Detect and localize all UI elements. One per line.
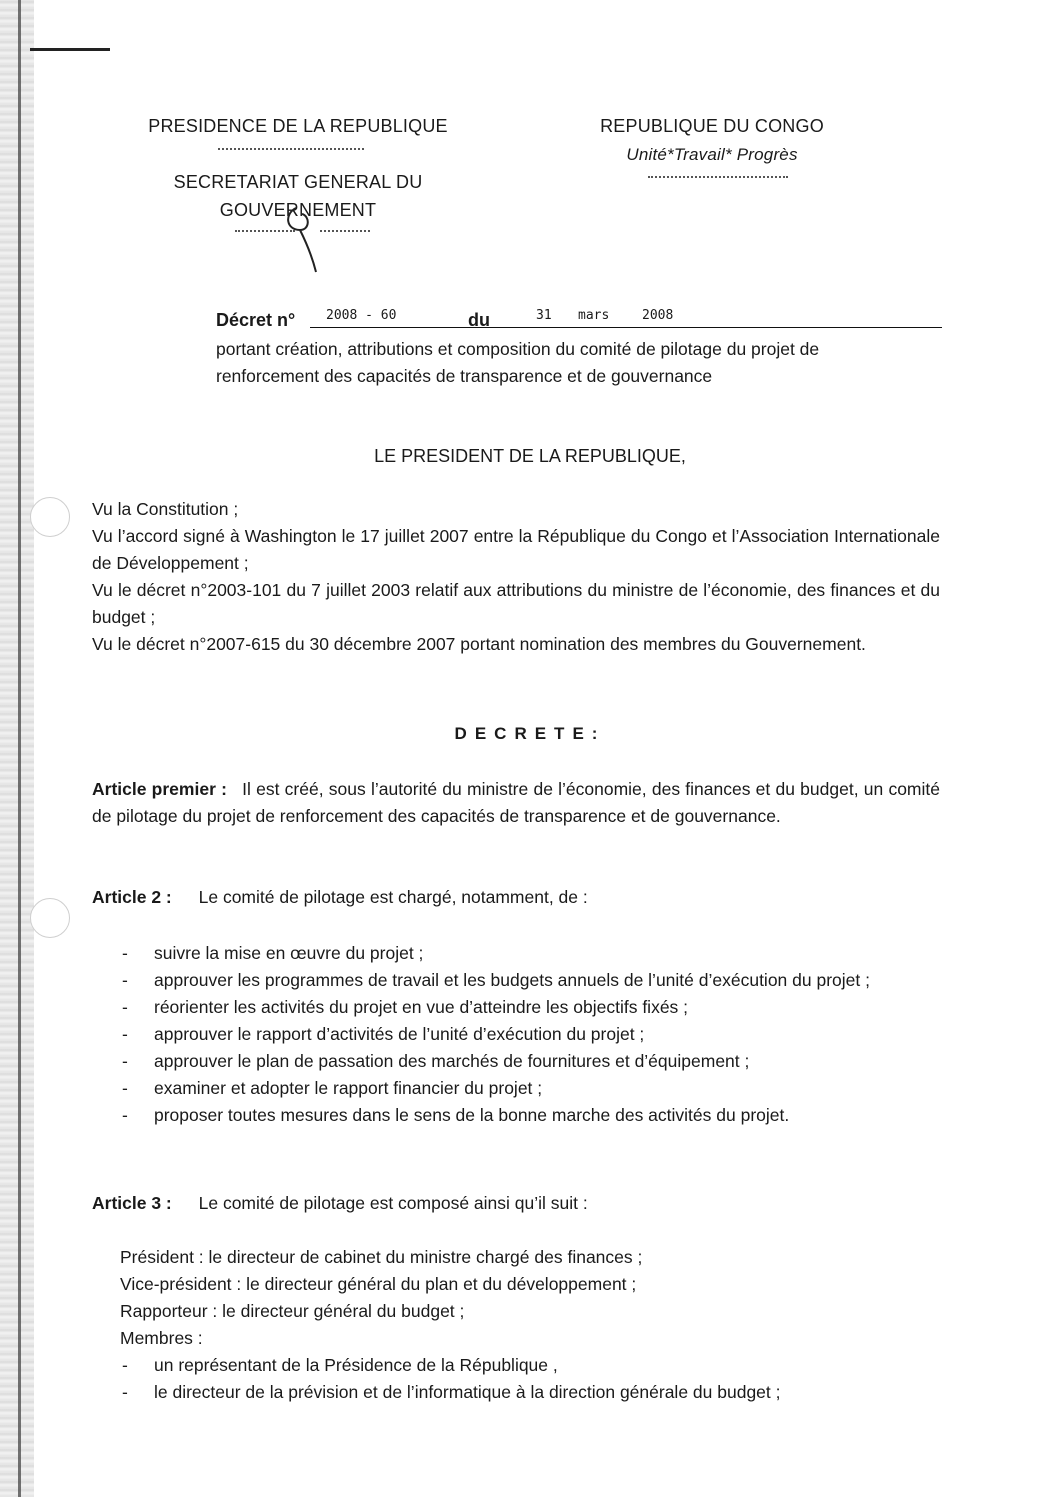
decree-underline xyxy=(310,327,942,328)
article-1-label: Article premier : xyxy=(92,779,227,799)
member-item: - un représentant de la Présidence de la République , xyxy=(122,1352,940,1379)
scan-top-mark xyxy=(30,48,110,51)
list-item: - approuver les programmes de travail et les budgets annuels de l’unité d’exécution du projet ; xyxy=(122,967,940,994)
article-3-members xyxy=(122,1352,940,1406)
list-item: - approuver le plan de passation des marchés de fournitures et d’équipement ; xyxy=(122,1048,940,1075)
article-2-heading xyxy=(92,884,940,911)
decree-subject-line: renforcement des capacités de transparence et de gouvernance xyxy=(216,366,713,386)
list-item: - proposer toutes mesures dans le sens de la bonne marche des activités du projet. xyxy=(122,1102,940,1129)
visa-item: Vu la Constitution ; xyxy=(92,499,239,519)
header-separator xyxy=(218,148,364,150)
decree-label: Décret n° xyxy=(216,310,296,330)
article-1-text: Il est créé, sous l’autorité du ministre de l’économie, des finances et du budget, un comité de pilotage du projet de renforcement des capacités de transparence et de gouvernance. xyxy=(92,779,940,826)
composition-role: Président : le directeur de cabinet du ministre chargé des finances ; xyxy=(120,1247,643,1267)
composition-role: Rapporteur : le directeur général du budget ; xyxy=(120,1301,465,1321)
list-item: - approuver le rapport d’activités de l’unité d’exécution du projet ; xyxy=(122,1021,940,1048)
article-3-heading xyxy=(92,1190,940,1217)
article-2-intro: Le comité de pilotage est chargé, notamment, de : xyxy=(198,887,588,907)
list-item: - examiner et adopter le rapport financier du projet ; xyxy=(122,1075,940,1102)
article-2-label: Article 2 : xyxy=(92,887,172,907)
visa-item: Vu le décret n°2003-101 du 7 juillet 2003 relatif aux attributions du ministre de l’économie, des finances et du budget ; xyxy=(92,580,940,627)
list-item: - suivre la mise en œuvre du projet ; xyxy=(122,940,940,967)
visas-block xyxy=(92,496,940,658)
visa-item: Vu l’accord signé à Washington le 17 juillet 2007 entre la République du Congo et l’Association Internationale de Développement ; xyxy=(92,526,940,573)
list-item: - réorienter les activités du projet en vue d’atteindre les objectifs fixés ; xyxy=(122,994,940,1021)
decree-year: 2008 xyxy=(642,308,674,323)
punch-hole xyxy=(30,898,70,938)
article-3-roles xyxy=(120,1244,940,1352)
decree-du-label: du xyxy=(468,310,490,330)
article-3-label: Article 3 : xyxy=(92,1193,172,1213)
scan-binding-line xyxy=(18,0,21,1497)
decree-month: mars xyxy=(578,308,610,323)
decree-day: 31 xyxy=(536,308,552,323)
decree-number: 2008 - 60 xyxy=(326,308,397,323)
header-presidence: PRESIDENCE DE LA REPUBLIQUE xyxy=(148,116,448,136)
handwritten-initial-mark xyxy=(276,196,336,276)
article-1 xyxy=(92,776,940,830)
president-title: LE PRESIDENT DE LA REPUBLIQUE, xyxy=(374,446,686,466)
article-2-list xyxy=(122,940,940,1129)
header-republique: REPUBLIQUE DU CONGO xyxy=(600,116,824,136)
header-secretariat: SECRETARIAT GENERAL DU xyxy=(173,172,423,192)
composition-role: Vice-président : le directeur général du plan et du développement ; xyxy=(120,1274,637,1294)
decree-reference xyxy=(216,306,942,336)
visa-item: Vu le décret n°2007-615 du 30 décembre 2007 portant nomination des membres du Gouvernement. xyxy=(92,634,866,654)
scan-binding-edge xyxy=(0,0,34,1497)
decree-subject xyxy=(216,336,942,390)
punch-hole xyxy=(30,497,70,537)
header-motto: Unité*Travail* Progrès xyxy=(626,145,798,164)
composition-role: Membres : xyxy=(120,1328,203,1348)
member-item: - le directeur de la prévision et de l’informatique à la direction générale du budget ; xyxy=(122,1379,940,1406)
header-gouvernement: GOUVERNEMENT xyxy=(219,200,377,220)
article-3-intro: Le comité de pilotage est composé ainsi qu’il suit : xyxy=(198,1193,588,1213)
decree-subject-line: portant création, attributions et composition du comité de pilotage du projet de xyxy=(216,339,820,359)
header-separator xyxy=(648,176,788,178)
decrete-title: DECRETE: xyxy=(454,724,606,743)
